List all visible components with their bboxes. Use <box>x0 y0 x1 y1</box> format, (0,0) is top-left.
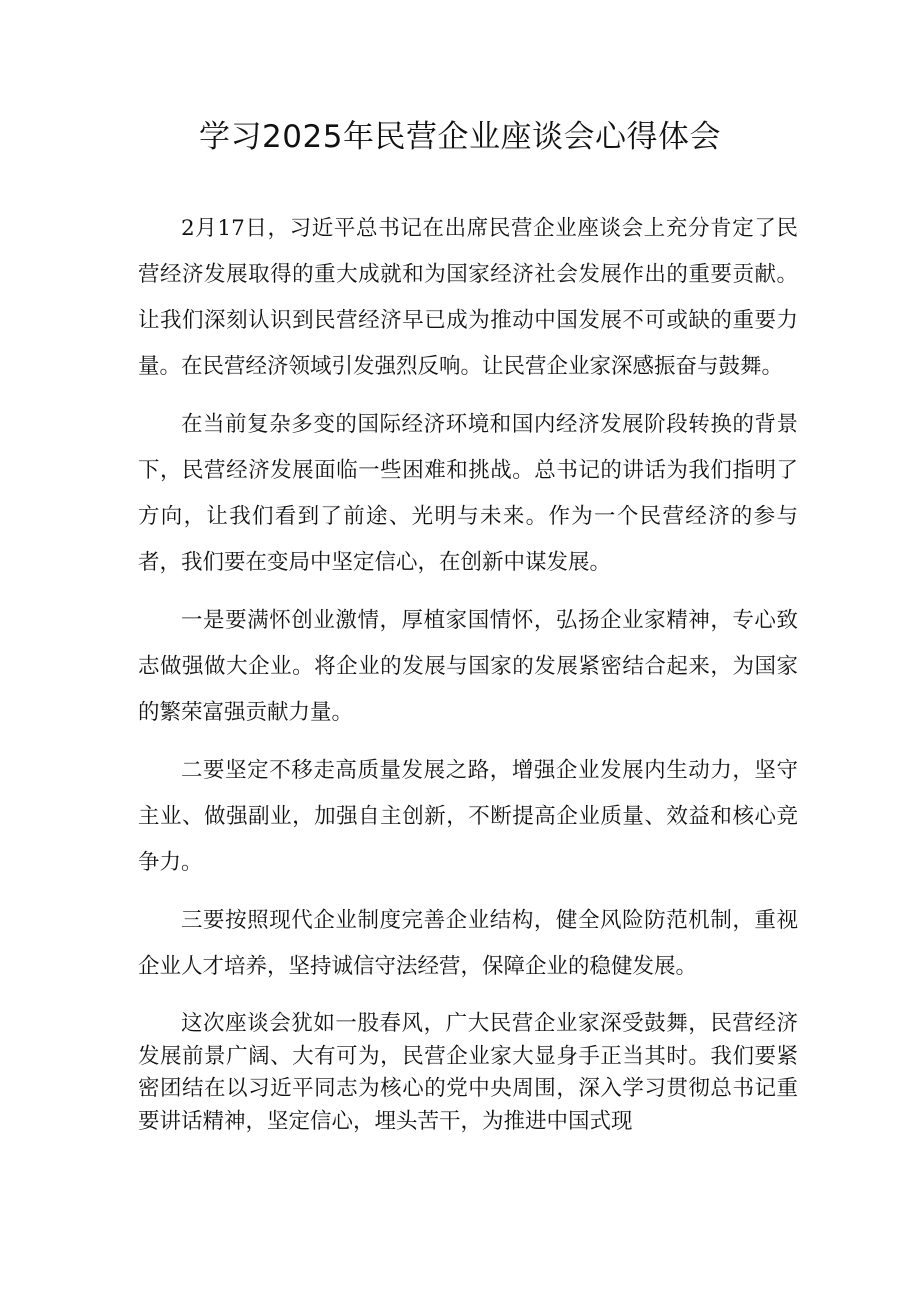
paragraph-6: 这次座谈会犹如一股春风，广大民营企业家深受鼓舞，民营经济发展前景广阔、大有可为，民营企业家大显身手正当其时。我们要紧密团结在以习近平同志为核心的党中央周围，深入学习贯彻总书记重要讲话精神，坚定信心，埋头苦干，为推进中国式现 <box>138 1011 798 1134</box>
paragraph-1: 2月17日，习近平总书记在出席民营企业座谈会上充分肯定了民营经济发展取得的重大成就和为国家经济社会发展作出的重要贡献。让我们深刻认识到民营经济早已成为推动中国发展不可或缺的重要力量。在民营经济领域引发强烈反响。让民营企业家深感振奋与鼓舞。 <box>138 216 798 379</box>
document-title: 学习2025年民营企业座谈会心得体会 <box>199 119 721 155</box>
paragraph-4: 二要坚定不移走高质量发展之路，增强企业发展内生动力，坚守主业、做强副业，加强自主创新，不断提高企业质量、效益和核心竞争力。 <box>138 758 798 875</box>
paragraph-5: 三要按照现代企业制度完善企业结构，健全风险防范机制，重视企业人才培养，坚持诚信守法经营，保障企业的稳健发展。 <box>138 908 798 979</box>
paragraph-3: 一是要满怀创业激情，厚植家国情怀，弘扬企业家精神，专心致志做强做大企业。将企业的发展与国家的发展紧密结合起来，为国家的繁荣富强贡献力量。 <box>138 608 798 725</box>
paragraph-2: 在当前复杂多变的国际经济环境和国内经济发展阶段转换的背景下，民营经济发展面临一些困难和挑战。总书记的讲话为我们指明了方向，让我们看到了前途、光明与未来。作为一个民营经济的参与者，我们要在变局中坚定信心，在创新中谋发展。 <box>138 412 798 575</box>
document-body <box>138 206 798 1150</box>
